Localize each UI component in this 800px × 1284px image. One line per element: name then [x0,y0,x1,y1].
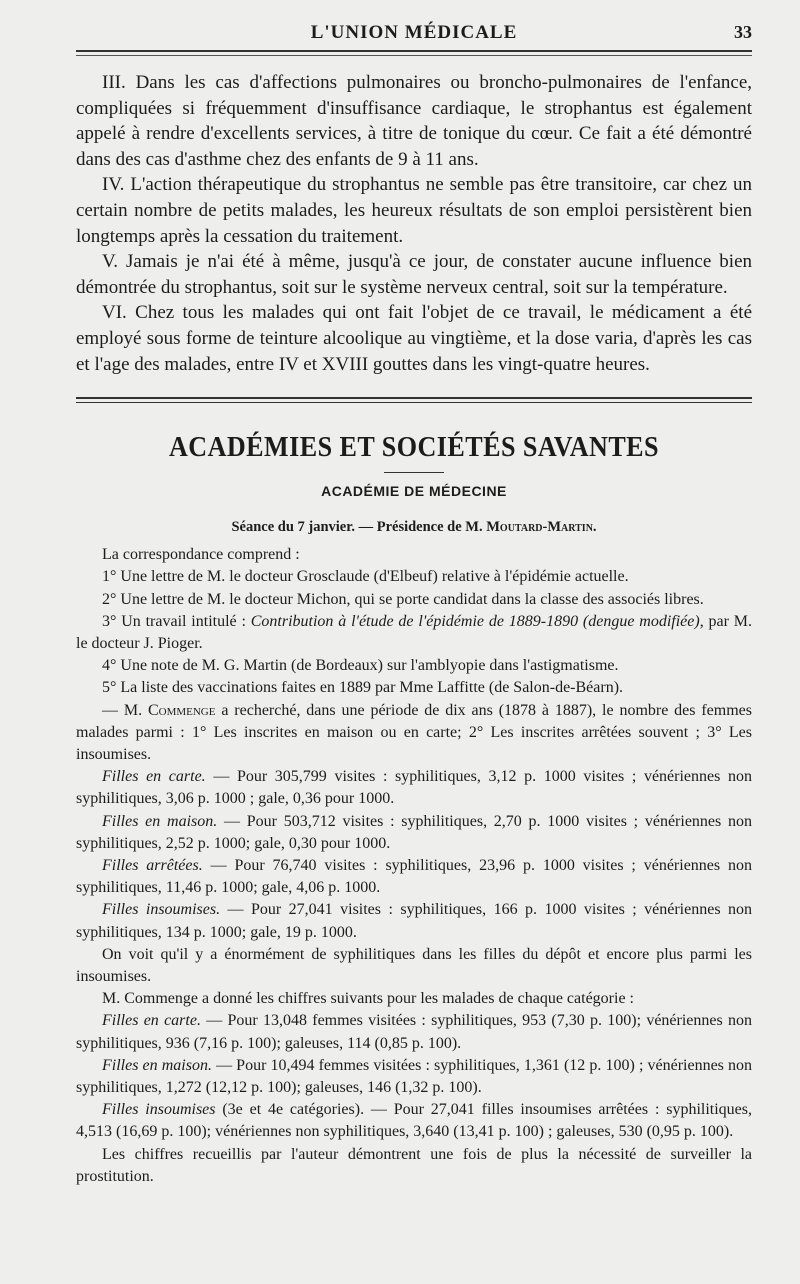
correspondence-item: 4° Une note de M. G. Martin (de Bordeaux) sur l'amblyopie dans l'astigmatisme. [102,657,619,675]
intro-text: a recherché, dans une période de dix ans (1878 à 1887), le nombre des femmes malades parmi : 1° Les inscrites en maison ou en carte; 2° Les inscrites arrêtées souvent ; 3° Les insoumises. [76,701,753,763]
conclusion-paragraph: VI. Chez tous les malades qui ont fait l'objet de ce travail, le médicament a été employé sous forme de teinture alcoolique au vingtième, et la dose varia, d'après les cas et l'age des malades, entre IV et XVIII gouttes dans les vingt-quatre heures. [76,302,752,375]
figures-label: Filles en maison. [102,1056,212,1074]
conclusion-paragraph: IV. L'action thérapeutique du strophantus ne semble pas être transitoire, car chez un certain nombre de petits malades, les heureux résultats de son emploi persistèrent bien longtemps après la cessation du traitement. [76,174,752,247]
author-name: Commenge [147,701,216,719]
figures-label: Filles en carte. [102,1012,201,1030]
figures-row [76,1099,752,1143]
session-president: Moutard-Martin [486,519,593,536]
observation: On voit qu'il y a énormément de syphilitiques dans les filles du dépôt et encore plus parmi les insoumises. [76,945,752,985]
header-rule [76,50,752,52]
conclusion-paragraph: V. Jamais je n'ai été à même, jusqu'à ce jour, de constater aucune influence bien démontrée du strophantus, soit sur le système nerveux central, soit sur la température. [76,251,752,298]
stats-label: Filles insoumises. [102,901,221,919]
page-number: 33 [734,22,752,42]
item-prefix: 3° Un travail intitulé : [102,612,251,630]
item-title: Contribution à l'étude de l'épidémie de 1889-1890 (dengue modifiée) [250,612,700,630]
stats-text: — Pour 503,712 visites : syphilitiques, 2,70 p. 1000 visites ; vénériennes non syphilitiques, 2,52 p. 1000; gale, 0,30 pour 1000. [76,812,753,852]
stats-text: — Pour 76,740 visites : syphilitiques, 23,96 p. 1000 visites ; vénériennes non syphilitiques, 11,46 p. 1000; gale, 4,06 p. 1000. [76,856,752,897]
session-line [76,519,752,536]
correspondence-item [76,611,752,655]
conclusions-list [76,70,752,377]
correspondence-intro: La correspondance comprend : [102,546,300,564]
stats-text: — Pour 305,799 visites : syphilitiques, 3,12 p. 1000 visites ; vénériennes non syphilitiques, 3,06 p. 1000 ; gale, 0,36 pour 1000. [76,768,752,808]
lead-prefix: — M. [102,701,148,719]
figures-text: — Pour 10,494 femmes visitées : syphilitiques, 1,361 (12 p. 100) ; vénériennes non syphilitiques, 1,272 (12,12 p. 100); galeuses, 146 (1,32 p. 100). [76,1056,752,1096]
item-suffix: , par M. le docteur J. Pioger. [76,612,753,652]
stats-label: Filles en maison. [102,812,218,830]
stats-label: Filles arrêtées. [102,856,203,874]
commenge-report [76,700,752,1188]
section-separator [76,397,752,403]
stats-row [76,855,752,899]
figures-row [76,1010,752,1054]
session-suffix: . [592,519,597,536]
conclusion-paragraph: III. Dans les cas d'affections pulmonaires ou broncho-pulmonaires de l'enfance, compliquées si fréquemment d'insuffisance cardiaque, le strophantus est également appelé à rendre d'excellents services, à titre de tonique du cœur. Ce fait a été démontré dans des cas d'asthme chez des enfants de 9 à 11 ans. [76,72,752,170]
correspondence-block [76,544,752,699]
section-title: ACADÉMIES ET SOCIÉTÉS SAVANTES [168,431,660,464]
correspondence-item: 5° La liste des vaccinations faites en 1889 par Mme Laffitte (de Salon-de-Béarn). [102,679,624,697]
figures-text: (3e et 4e catégories). — Pour 27,041 filles insoumises arrêtées : syphilitiques, 4,513 (16,69 p. 100); vénériennes non syphilitiques, 3,640 (13,41 p. 100) ; galeuses, 530 (0,95 p. 100). [76,1101,752,1141]
stats-row [76,766,752,810]
session-prefix: Séance du 7 janvier. — Présidence de M. [231,519,487,536]
header-rule-thin [76,55,752,56]
title-underline [384,472,444,473]
conclusion: Les chiffres recueillis par l'auteur démontrent une fois de plus la nécessité de surveiller la prostitution. [76,1145,752,1185]
page-header [76,0,752,48]
stats-row [76,811,752,855]
figures-label: Filles insoumises [102,1101,216,1119]
figures-intro: M. Commenge a donné les chiffres suivants pour les malades de chaque catégorie : [102,990,634,1008]
correspondence-item: 2° Une lettre de M. le docteur Michon, qui se porte candidat dans la classe des associés libres. [102,590,704,608]
correspondence-item: 1° Une lettre de M. le docteur Grosclaude (d'Elbeuf) relative à l'épidémie actuelle. [102,568,629,586]
stats-row [76,899,752,943]
figures-text: — Pour 13,048 femmes visitées : syphilitiques, 953 (7,30 p. 100); vénériennes non syphilitiques, 936 (7,16 p. 100); galeuses, 114 (0,85 p. 100). [76,1012,752,1052]
commenge-intro [76,700,752,767]
stats-label: Filles en carte. [102,768,206,786]
academy-heading: ACADÉMIE DE MÉDECINE [321,483,507,500]
figures-row [76,1055,752,1099]
running-title: L'UNION MÉDICALE [310,22,518,43]
stats-text: — Pour 27,041 visites : syphilitiques, 166 p. 1000 visites ; vénériennes non syphilitiques, 134 p. 1000; gale, 19 p. 1000. [76,901,752,941]
